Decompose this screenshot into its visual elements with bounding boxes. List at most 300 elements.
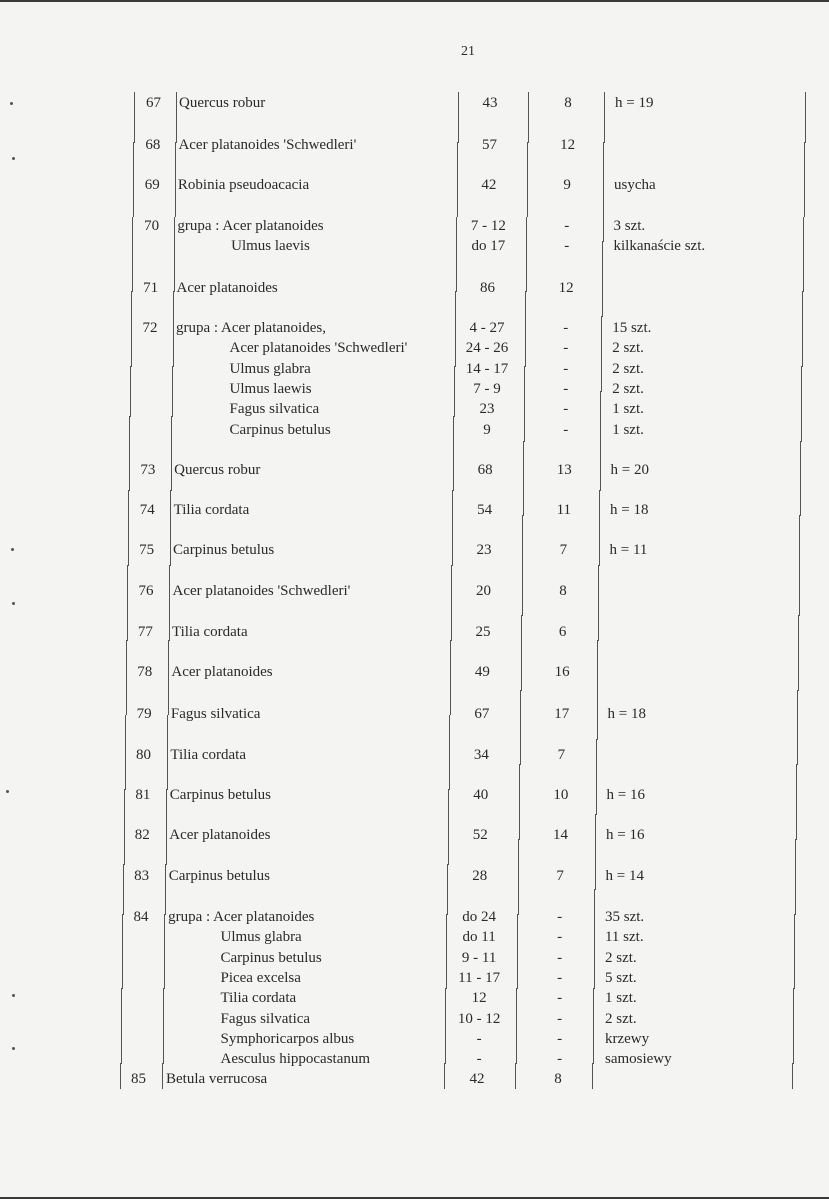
number-column-rule	[176, 92, 177, 118]
remarks-value: 1 szt.	[612, 401, 644, 418]
circumference-value: 67	[474, 706, 490, 722]
table-left-rule	[125, 715, 126, 741]
remarks-value: h = 11	[609, 542, 648, 558]
species-column-rule	[455, 341, 456, 367]
crown-column-rule	[593, 988, 594, 1014]
crown-column-rule	[597, 715, 598, 741]
circumference-column-rule	[518, 864, 519, 890]
species-name: Acer platanoides 'Schwedleri'	[178, 137, 357, 153]
circumference-column-rule	[519, 764, 520, 790]
remarks-value: h = 14	[605, 868, 644, 884]
circumference-column-rule	[525, 291, 526, 317]
crown-column-rule	[597, 640, 598, 666]
remarks-value: 2 szt.	[612, 360, 644, 377]
number-column-rule	[163, 1038, 164, 1064]
circumference-value: -	[476, 1030, 482, 1047]
remarks-value: 3 szt.	[613, 218, 646, 234]
crown-column-rule	[596, 739, 597, 765]
circumference-value: 4 - 27	[469, 320, 505, 336]
number-column-rule	[173, 291, 174, 317]
species-column-rule	[450, 690, 451, 716]
number-column-rule	[175, 192, 176, 218]
number-column-rule	[168, 640, 169, 666]
table-left-rule	[127, 565, 128, 591]
remarks-value: 1 szt.	[604, 990, 637, 1007]
circumference-value: 54	[477, 502, 493, 518]
species-column-rule	[449, 764, 450, 790]
circumference-column-rule	[525, 341, 526, 367]
table-right-rule	[801, 416, 802, 442]
table-right-rule	[803, 266, 804, 292]
table-left-rule	[122, 939, 123, 965]
crown-value: 16	[554, 664, 570, 680]
row-number: 81	[135, 787, 151, 803]
table-right-rule	[795, 839, 796, 865]
crown-column-rule	[601, 341, 602, 367]
crown-column-rule	[604, 117, 605, 143]
number-column-rule	[176, 117, 177, 143]
species-name: Carpinus betulus	[229, 421, 331, 438]
scan-speck	[12, 602, 15, 605]
circumference-column-rule	[518, 839, 519, 865]
crown-value: 17	[554, 706, 570, 722]
species-column-rule	[456, 241, 457, 267]
number-column-rule	[164, 964, 165, 990]
circumference-value: 49	[474, 664, 490, 680]
circumference-value: 9 - 11	[461, 949, 497, 966]
circumference-column-rule	[528, 117, 529, 143]
crown-column-rule	[603, 142, 604, 168]
number-column-rule	[168, 665, 169, 691]
species-column-rule	[454, 366, 455, 392]
table-right-rule	[796, 814, 797, 840]
circumference-value: 42	[481, 177, 497, 193]
species-column-rule	[446, 964, 447, 990]
table-left-rule	[132, 241, 133, 267]
species-column-rule	[451, 590, 452, 616]
species-column-rule	[451, 615, 452, 641]
crown-value: -	[557, 990, 563, 1007]
table-right-rule	[799, 540, 800, 566]
crown-column-rule	[595, 839, 596, 865]
crown-value: -	[557, 1030, 563, 1047]
circumference-column-rule	[522, 540, 523, 566]
crown-column-rule	[601, 316, 602, 342]
remarks-value: h = 20	[610, 462, 649, 478]
crown-column-rule	[593, 1038, 594, 1064]
species-column-rule	[458, 117, 459, 143]
table-left-rule	[134, 92, 135, 118]
remarks-value: samosiewy	[604, 1051, 672, 1068]
number-column-rule	[164, 939, 165, 965]
number-column-rule	[172, 366, 173, 392]
circumference-value: 7 - 9	[473, 380, 501, 397]
scan-speck	[12, 157, 15, 160]
table-right-rule	[796, 789, 797, 815]
table-right-rule	[797, 690, 798, 716]
number-column-rule	[170, 490, 171, 516]
species-name: Ulmus laevis	[231, 238, 310, 255]
number-column-rule	[175, 142, 176, 168]
scan-speck	[12, 1047, 15, 1050]
crown-value: 14	[553, 827, 568, 843]
circumference-column-rule	[526, 241, 527, 267]
row-number: 75	[139, 542, 155, 558]
crown-column-rule	[596, 764, 597, 790]
circumference-value: 10 - 12	[457, 1010, 501, 1027]
species-column-rule	[457, 192, 458, 218]
scan-speck	[11, 548, 14, 551]
number-column-rule	[174, 266, 175, 292]
row-number: 76	[138, 583, 154, 599]
row-number: 80	[135, 747, 151, 763]
species-column-rule	[445, 1038, 446, 1064]
table-right-rule	[794, 914, 795, 940]
circumference-column-rule	[523, 490, 524, 516]
row-number: 68	[145, 137, 161, 153]
crown-column-rule	[599, 490, 600, 516]
number-column-rule	[168, 690, 169, 716]
remarks-value: h = 19	[615, 95, 654, 111]
crown-value: -	[563, 340, 569, 357]
table-left-rule	[127, 590, 128, 616]
table-right-rule	[804, 192, 805, 218]
row-number: 77	[137, 624, 153, 640]
crown-column-rule	[596, 789, 597, 815]
row-number: 84	[133, 909, 149, 925]
circumference-value: 40	[473, 787, 489, 803]
page-number: 21	[461, 44, 475, 59]
remarks-value: 2 szt.	[604, 1010, 637, 1027]
species-column-rule	[456, 266, 457, 292]
remarks-value: h = 18	[609, 502, 649, 518]
number-column-rule	[175, 167, 176, 193]
circumference-column-rule	[524, 391, 525, 417]
species-name: Ulmus glabra	[220, 929, 302, 946]
table-left-rule	[133, 142, 134, 168]
crown-value: 9	[563, 177, 571, 193]
table-left-rule	[124, 814, 125, 840]
circumference-value: 7 - 12	[470, 218, 506, 234]
species-column-rule	[456, 217, 457, 243]
remarks-value: h = 16	[606, 827, 645, 843]
table-right-rule	[794, 939, 795, 965]
row-number: 74	[139, 502, 155, 518]
crown-column-rule	[594, 939, 595, 965]
circumference-value: 28	[472, 868, 488, 884]
crown-value: 7	[557, 747, 566, 763]
species-name: Ulmus glabra	[229, 360, 311, 377]
table-right-rule	[801, 391, 802, 417]
table-left-rule	[124, 789, 125, 815]
table-left-rule	[125, 764, 126, 790]
table-left-rule	[131, 316, 132, 342]
circumference-column-rule	[526, 266, 527, 292]
species-name: Fagus silvatica	[229, 401, 320, 418]
table-left-rule	[129, 466, 130, 492]
table-right-rule	[795, 889, 796, 915]
circumference-column-rule	[522, 565, 523, 591]
table-left-rule	[121, 1038, 122, 1064]
species-name: Acer platanoides 'Schwedleri'	[229, 340, 408, 357]
crown-column-rule	[593, 1013, 594, 1039]
species-name: grupa : Acer platanoides	[177, 218, 324, 234]
table-right-rule	[800, 466, 801, 492]
crown-column-rule	[594, 914, 595, 940]
table-left-rule	[126, 665, 127, 691]
number-column-rule	[167, 739, 168, 765]
table-right-rule	[805, 92, 806, 118]
table-left-rule	[129, 441, 130, 467]
number-column-rule	[170, 540, 171, 566]
crown-column-rule	[600, 416, 601, 442]
species-name: Quercus robur	[174, 462, 261, 478]
crown-value: 8	[554, 1071, 562, 1087]
circumference-column-rule	[522, 590, 523, 616]
circumference-value: do 17	[471, 238, 506, 255]
table-right-rule	[800, 441, 801, 467]
circumference-column-rule	[520, 739, 521, 765]
species-name: Carpinus betulus	[173, 542, 275, 558]
circumference-value: 23	[479, 401, 495, 418]
crown-value: -	[563, 360, 569, 377]
species-column-rule	[457, 142, 458, 168]
circumference-value: 86	[480, 280, 496, 296]
row-number: 70	[144, 218, 160, 234]
number-column-rule	[166, 814, 167, 840]
remarks-value: krzewy	[604, 1030, 650, 1047]
species-column-rule	[455, 316, 456, 342]
circumference-column-rule	[518, 889, 519, 915]
species-column-rule	[445, 1013, 446, 1039]
row-number: 83	[134, 868, 150, 884]
remarks-value: 15 szt.	[612, 320, 652, 336]
number-column-rule	[169, 615, 170, 641]
species-name: Acer platanoides	[176, 280, 278, 296]
scan-speck	[10, 102, 13, 105]
table-right-rule	[802, 341, 803, 367]
number-column-rule	[171, 416, 172, 442]
crown-column-rule	[600, 441, 601, 467]
species-column-rule	[448, 814, 449, 840]
circumference-value: 43	[482, 95, 498, 111]
table-right-rule	[798, 640, 799, 666]
remarks-value: kilkanaście szt.	[613, 238, 706, 255]
circumference-column-rule	[516, 1013, 517, 1039]
row-number: 69	[144, 177, 160, 193]
scan-speck	[12, 994, 15, 997]
species-name: Betula verrucosa	[166, 1071, 268, 1087]
species-column-rule	[455, 291, 456, 317]
circumference-column-rule	[515, 1063, 516, 1089]
crown-column-rule	[594, 964, 595, 990]
circumference-column-rule	[517, 964, 518, 990]
species-name: Aesculus hippocastanum	[220, 1051, 371, 1068]
number-column-rule	[166, 789, 167, 815]
circumference-column-rule	[523, 466, 524, 492]
crown-value: -	[563, 380, 569, 397]
crown-value: -	[564, 218, 570, 234]
remarks-value: 2 szt.	[612, 340, 644, 357]
circumference-value: 20	[476, 583, 491, 599]
crown-value: -	[557, 909, 563, 925]
table-left-rule	[133, 192, 134, 218]
table-left-rule	[134, 117, 135, 143]
species-column-rule	[458, 92, 459, 118]
table-left-rule	[120, 1063, 121, 1089]
crown-value: 13	[556, 462, 572, 478]
number-column-rule	[165, 864, 166, 890]
circumference-column-rule	[524, 416, 525, 442]
page-top-edge	[0, 0, 829, 2]
species-name: Fagus silvatica	[220, 1010, 311, 1027]
table-left-rule	[128, 490, 129, 516]
species-column-rule	[444, 1063, 445, 1089]
table-left-rule	[124, 839, 125, 865]
crown-column-rule	[601, 366, 602, 392]
remarks-value: h = 16	[606, 787, 645, 803]
species-name: Acer platanoides	[171, 664, 273, 680]
circumference-column-rule	[522, 515, 523, 541]
species-name: grupa : Acer platanoides,	[176, 320, 326, 336]
number-column-rule	[174, 241, 175, 267]
table-left-rule	[130, 366, 131, 392]
number-column-rule	[165, 889, 166, 915]
crown-value: -	[563, 401, 569, 418]
crown-column-rule	[597, 690, 598, 716]
remarks-value: 1 szt.	[612, 421, 644, 438]
crown-column-rule	[594, 889, 595, 915]
table-right-rule	[801, 366, 802, 392]
crown-column-rule	[598, 565, 599, 591]
species-column-rule	[452, 540, 453, 566]
table-right-rule	[800, 490, 801, 516]
crown-value: 11	[556, 502, 572, 518]
circumference-column-rule	[519, 789, 520, 815]
row-number: 78	[137, 664, 153, 680]
species-column-rule	[450, 640, 451, 666]
circumference-column-rule	[527, 142, 528, 168]
species-name: Carpinus betulus	[169, 787, 272, 803]
table-left-rule	[130, 391, 131, 417]
species-column-rule	[449, 715, 450, 741]
table-right-rule	[797, 739, 798, 765]
table-left-rule	[122, 914, 123, 940]
crown-value: 8	[559, 583, 567, 599]
table-right-rule	[795, 864, 796, 890]
circumference-value: 52	[472, 827, 488, 843]
species-name: Tilia cordata	[173, 502, 250, 518]
crown-value: 6	[558, 624, 567, 640]
number-column-rule	[163, 988, 164, 1014]
table-right-rule	[793, 1038, 794, 1064]
circumference-value: 14 - 17	[465, 360, 509, 377]
species-name: Tilia cordata	[171, 624, 248, 640]
circumference-value: 24 - 26	[465, 340, 509, 357]
table-left-rule	[121, 988, 122, 1014]
species-name: Acer platanoides 'Schwedleri'	[172, 583, 351, 599]
crown-value: -	[557, 929, 563, 946]
number-column-rule	[164, 914, 165, 940]
crown-column-rule	[603, 167, 604, 193]
table-right-rule	[797, 715, 798, 741]
circumference-column-rule	[520, 690, 521, 716]
crown-column-rule	[602, 241, 603, 267]
table-left-rule	[123, 864, 124, 890]
species-name: Carpinus betulus	[168, 868, 270, 884]
circumference-column-rule	[525, 316, 526, 342]
crown-column-rule	[598, 590, 599, 616]
row-number: 71	[143, 280, 159, 296]
number-column-rule	[167, 715, 168, 741]
circumference-value: 9	[483, 421, 491, 438]
number-column-rule	[171, 466, 172, 492]
species-column-rule	[450, 665, 451, 691]
remarks-value: 11 szt.	[604, 929, 644, 946]
number-column-rule	[173, 341, 174, 367]
species-column-rule	[453, 416, 454, 442]
species-name: Tilia cordata	[170, 747, 246, 763]
circumference-column-rule	[520, 715, 521, 741]
circumference-column-rule	[516, 1038, 517, 1064]
table-right-rule	[792, 1063, 793, 1089]
crown-value: 12	[558, 280, 574, 296]
remarks-value: 2 szt.	[604, 949, 637, 966]
crown-value: -	[563, 320, 569, 336]
circumference-value: 57	[481, 137, 497, 153]
table-right-rule	[799, 565, 800, 591]
number-column-rule	[163, 1013, 164, 1039]
crown-column-rule	[597, 665, 598, 691]
crown-value: -	[557, 1010, 563, 1027]
number-column-rule	[169, 590, 170, 616]
row-number: 85	[131, 1071, 146, 1087]
table-right-rule	[798, 615, 799, 641]
crown-value: 8	[564, 95, 572, 111]
remarks-value: 2 szt.	[612, 380, 644, 397]
table-left-rule	[123, 889, 124, 915]
species-name: Quercus robur	[179, 95, 266, 111]
table-right-rule	[804, 142, 805, 168]
table-left-rule	[133, 167, 134, 193]
species-column-rule	[453, 441, 454, 467]
table-left-rule	[126, 640, 127, 666]
circumference-value: 12	[471, 990, 487, 1007]
number-column-rule	[166, 839, 167, 865]
table-right-rule	[802, 316, 803, 342]
crown-column-rule	[599, 540, 600, 566]
crown-column-rule	[604, 92, 605, 118]
number-column-rule	[172, 391, 173, 417]
row-number: 79	[136, 706, 152, 722]
table-left-rule	[132, 217, 133, 243]
crown-value: 12	[560, 137, 576, 153]
species-name: Ulmus laewis	[229, 380, 312, 397]
crown-value: -	[557, 969, 563, 986]
table-left-rule	[125, 739, 126, 765]
row-number: 67	[146, 95, 161, 111]
species-name: Picea excelsa	[220, 969, 301, 986]
table-right-rule	[803, 241, 804, 267]
row-number: 73	[140, 462, 156, 478]
table-left-rule	[121, 1013, 122, 1039]
table-left-rule	[131, 341, 132, 367]
table-right-rule	[798, 665, 799, 691]
number-column-rule	[170, 515, 171, 541]
species-column-rule	[446, 914, 447, 940]
circumference-column-rule	[521, 665, 522, 691]
species-column-rule	[451, 565, 452, 591]
